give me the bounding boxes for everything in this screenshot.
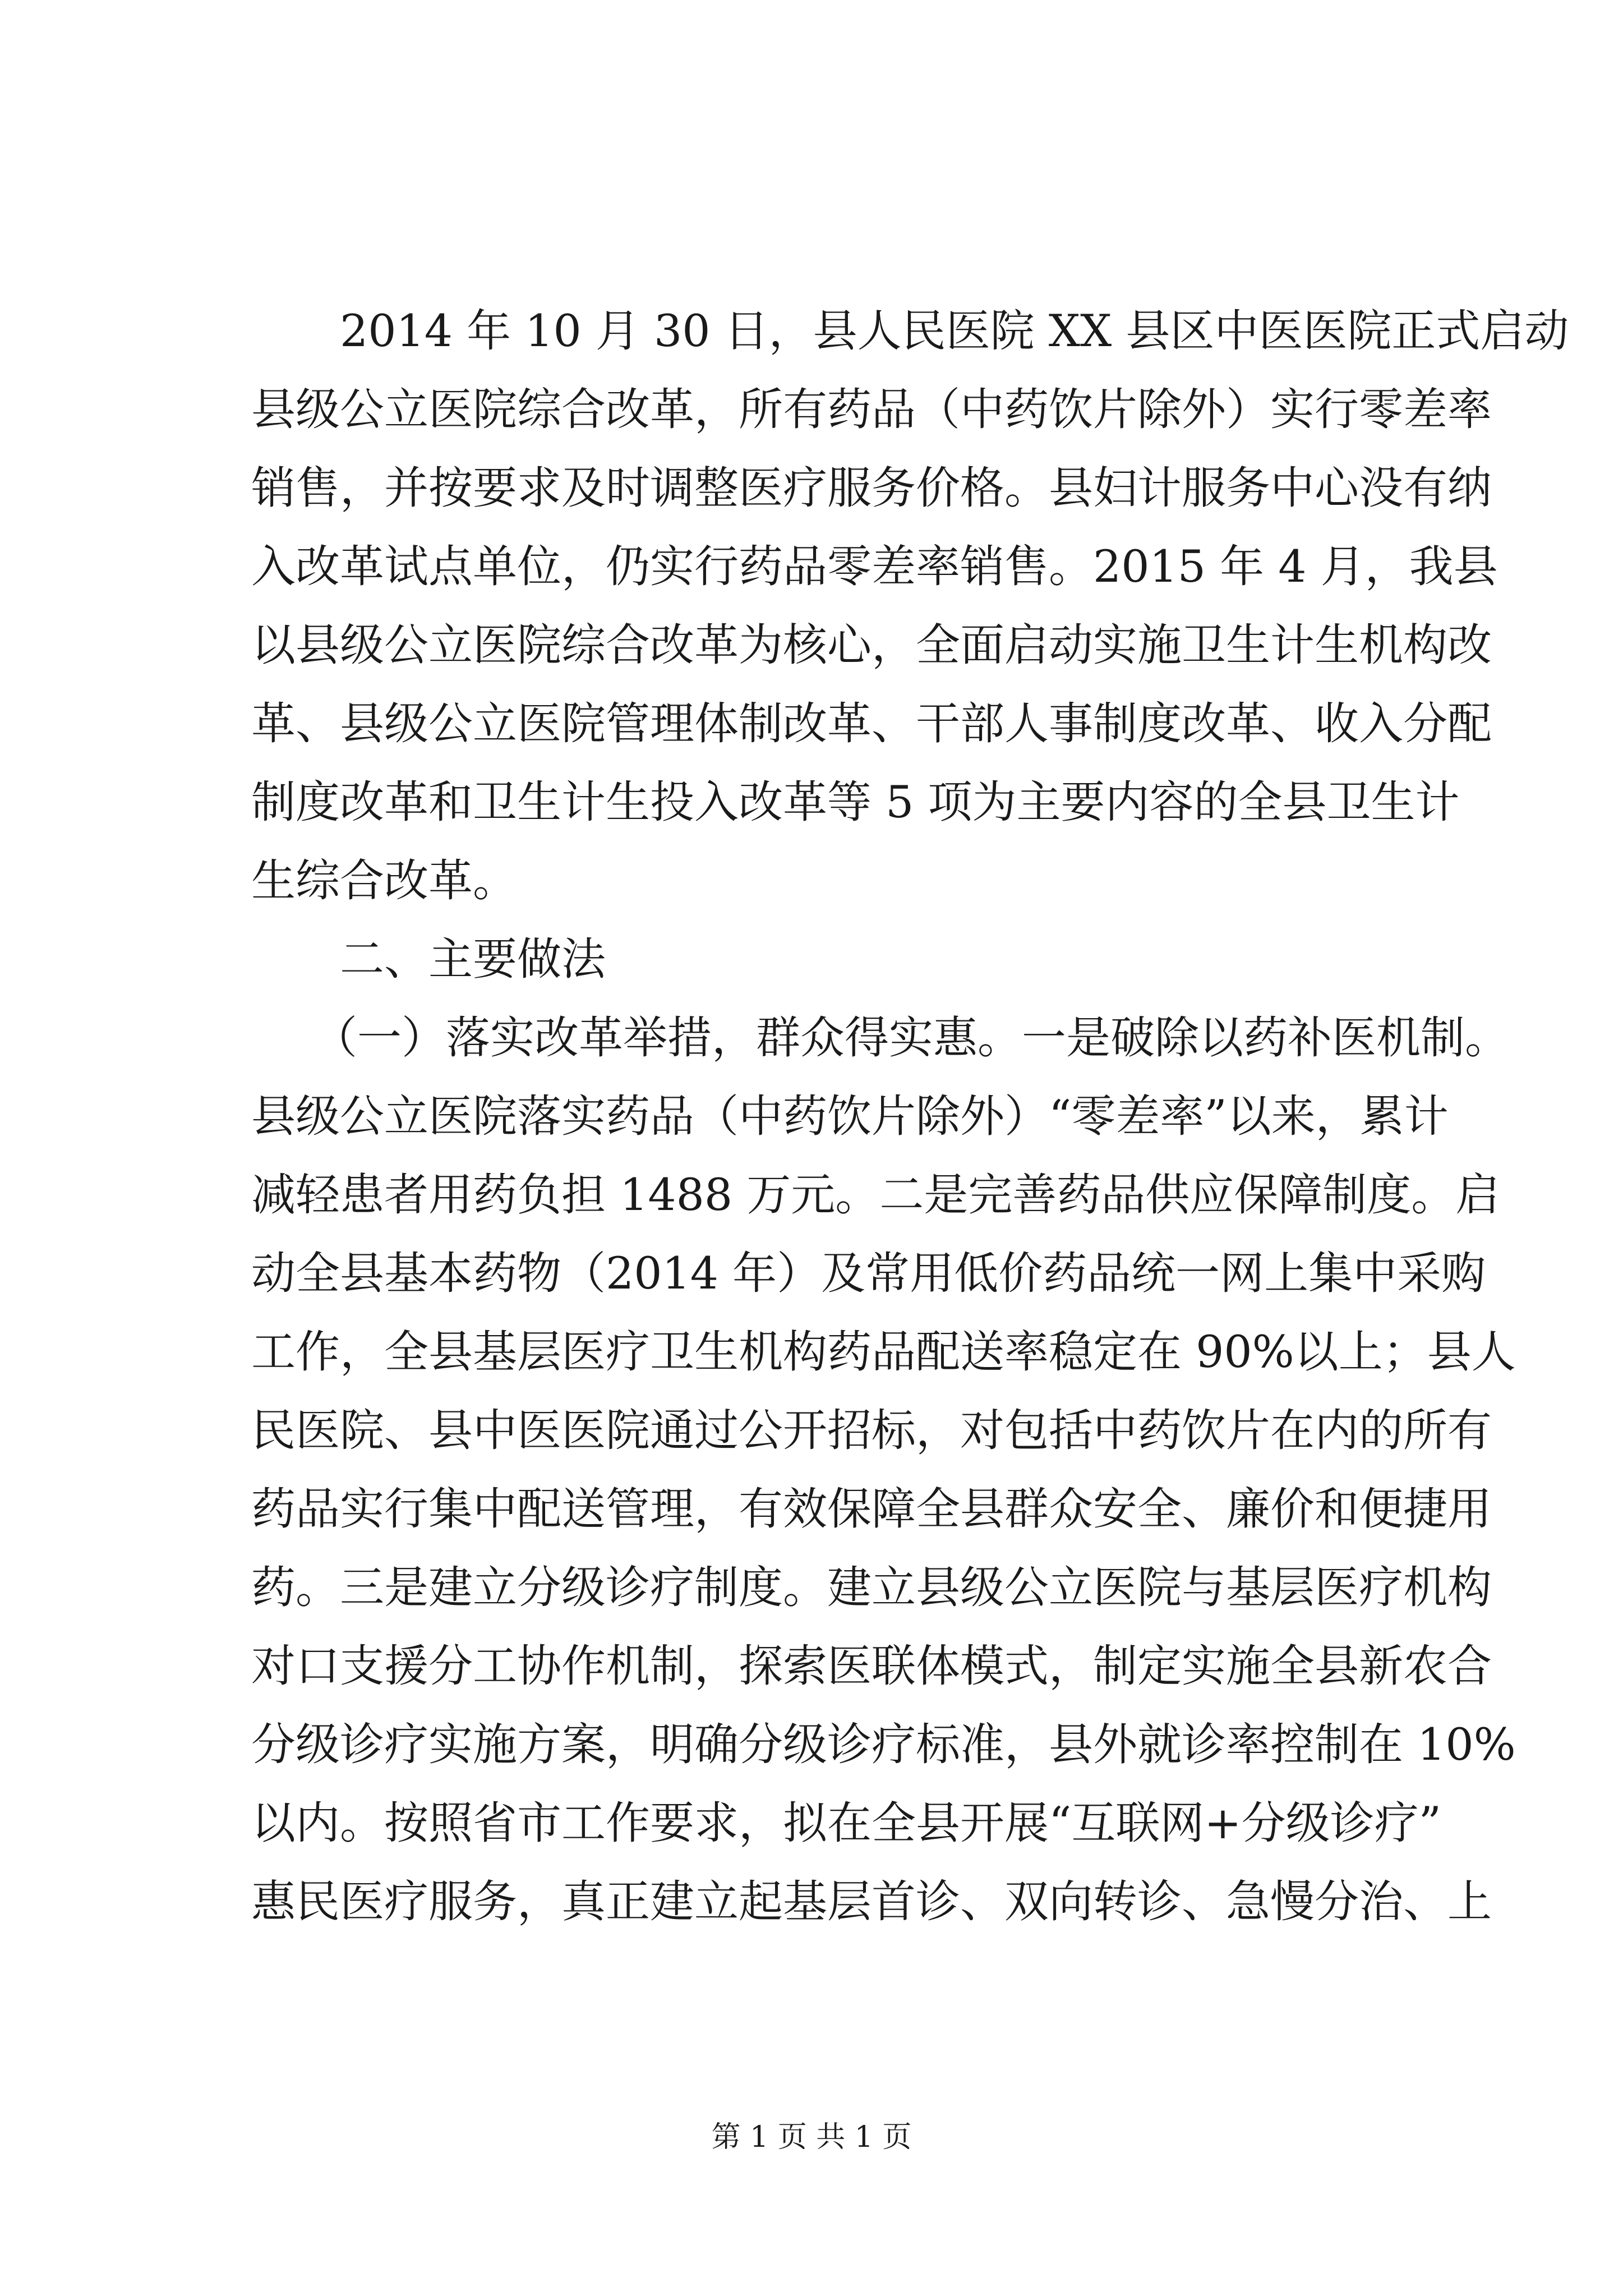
paragraph-2-line: 药品实行集中配送管理，有效保障全县群众安全、廉价和便捷用 (251, 1483, 1492, 1535)
document-body (251, 292, 1569, 1941)
paragraph-2-line: 药。三是建立分级诊疗制度。建立县级公立医院与基层医疗机构 (251, 1562, 1492, 1613)
paragraph-1-line: 2014 年 10 月 30 日，县人民医院 XX 县区中医医院正式启动 (340, 305, 1569, 357)
paragraph-2-line: 动全县基本药物（2014 年）及常用低价药品统一网上集中采购 (251, 1248, 1486, 1299)
paragraph-2-line: 以内。按照省市工作要求，拟在全县开展“互联网+分级诊疗” (251, 1797, 1441, 1849)
paragraph-2-line: 对口支援分工协作机制，探索医联体模式，制定实施全县新农合 (251, 1640, 1492, 1692)
paragraph-1-line: 销售，并按要求及时调整医疗服务价格。县妇计服务中心没有纳 (251, 462, 1492, 514)
page-footer: 第 1 页 共 1 页 (711, 2120, 912, 2154)
paragraph-2-line: 县级公立医院落实药品（中药饮片除外）“零差率”以来，累计 (251, 1091, 1449, 1142)
paragraph-2-line: 分级诊疗实施方案，明确分级诊疗标准，县外就诊率控制在 10% (251, 1719, 1516, 1770)
paragraph-2-line: 工作，全县基层医疗卫生机构药品配送率稳定在 90%以上；县人 (251, 1326, 1516, 1378)
paragraph-2-line: 惠民医疗服务，真正建立起基层首诊、双向转诊、急慢分治、上 (251, 1876, 1492, 1927)
paragraph-2-line: 减轻患者用药负担 1488 万元。二是完善药品供应保障制度。启 (251, 1169, 1500, 1221)
paragraph-1-line: 制度改革和卫生计生投入改革等 5 项为主要内容的全县卫生计 (251, 776, 1460, 828)
paragraph-1-line: 生综合改革。 (251, 855, 517, 907)
paragraph-2-line: （一）落实改革举措，群众得实惠。一是破除以药补医机制。 (313, 1012, 1509, 1064)
paragraph-1-line: 县级公立医院综合改革，所有药品（中药饮片除外）实行零差率 (251, 384, 1492, 435)
paragraph-1-line: 以县级公立医院综合改革为核心，全面启动实施卫生计生机构改 (251, 619, 1492, 671)
paragraph-1-line: 入改革试点单位，仍实行药品零差率销售。2015 年 4 月，我县 (251, 541, 1498, 592)
section-heading: 二、主要做法 (340, 933, 606, 985)
paragraph-1-line: 革、县级公立医院管理体制改革、干部人事制度改革、收入分配 (251, 698, 1492, 749)
paragraph-2-line: 民医院、县中医医院通过公开招标，对包括中药饮片在内的所有 (251, 1405, 1492, 1456)
